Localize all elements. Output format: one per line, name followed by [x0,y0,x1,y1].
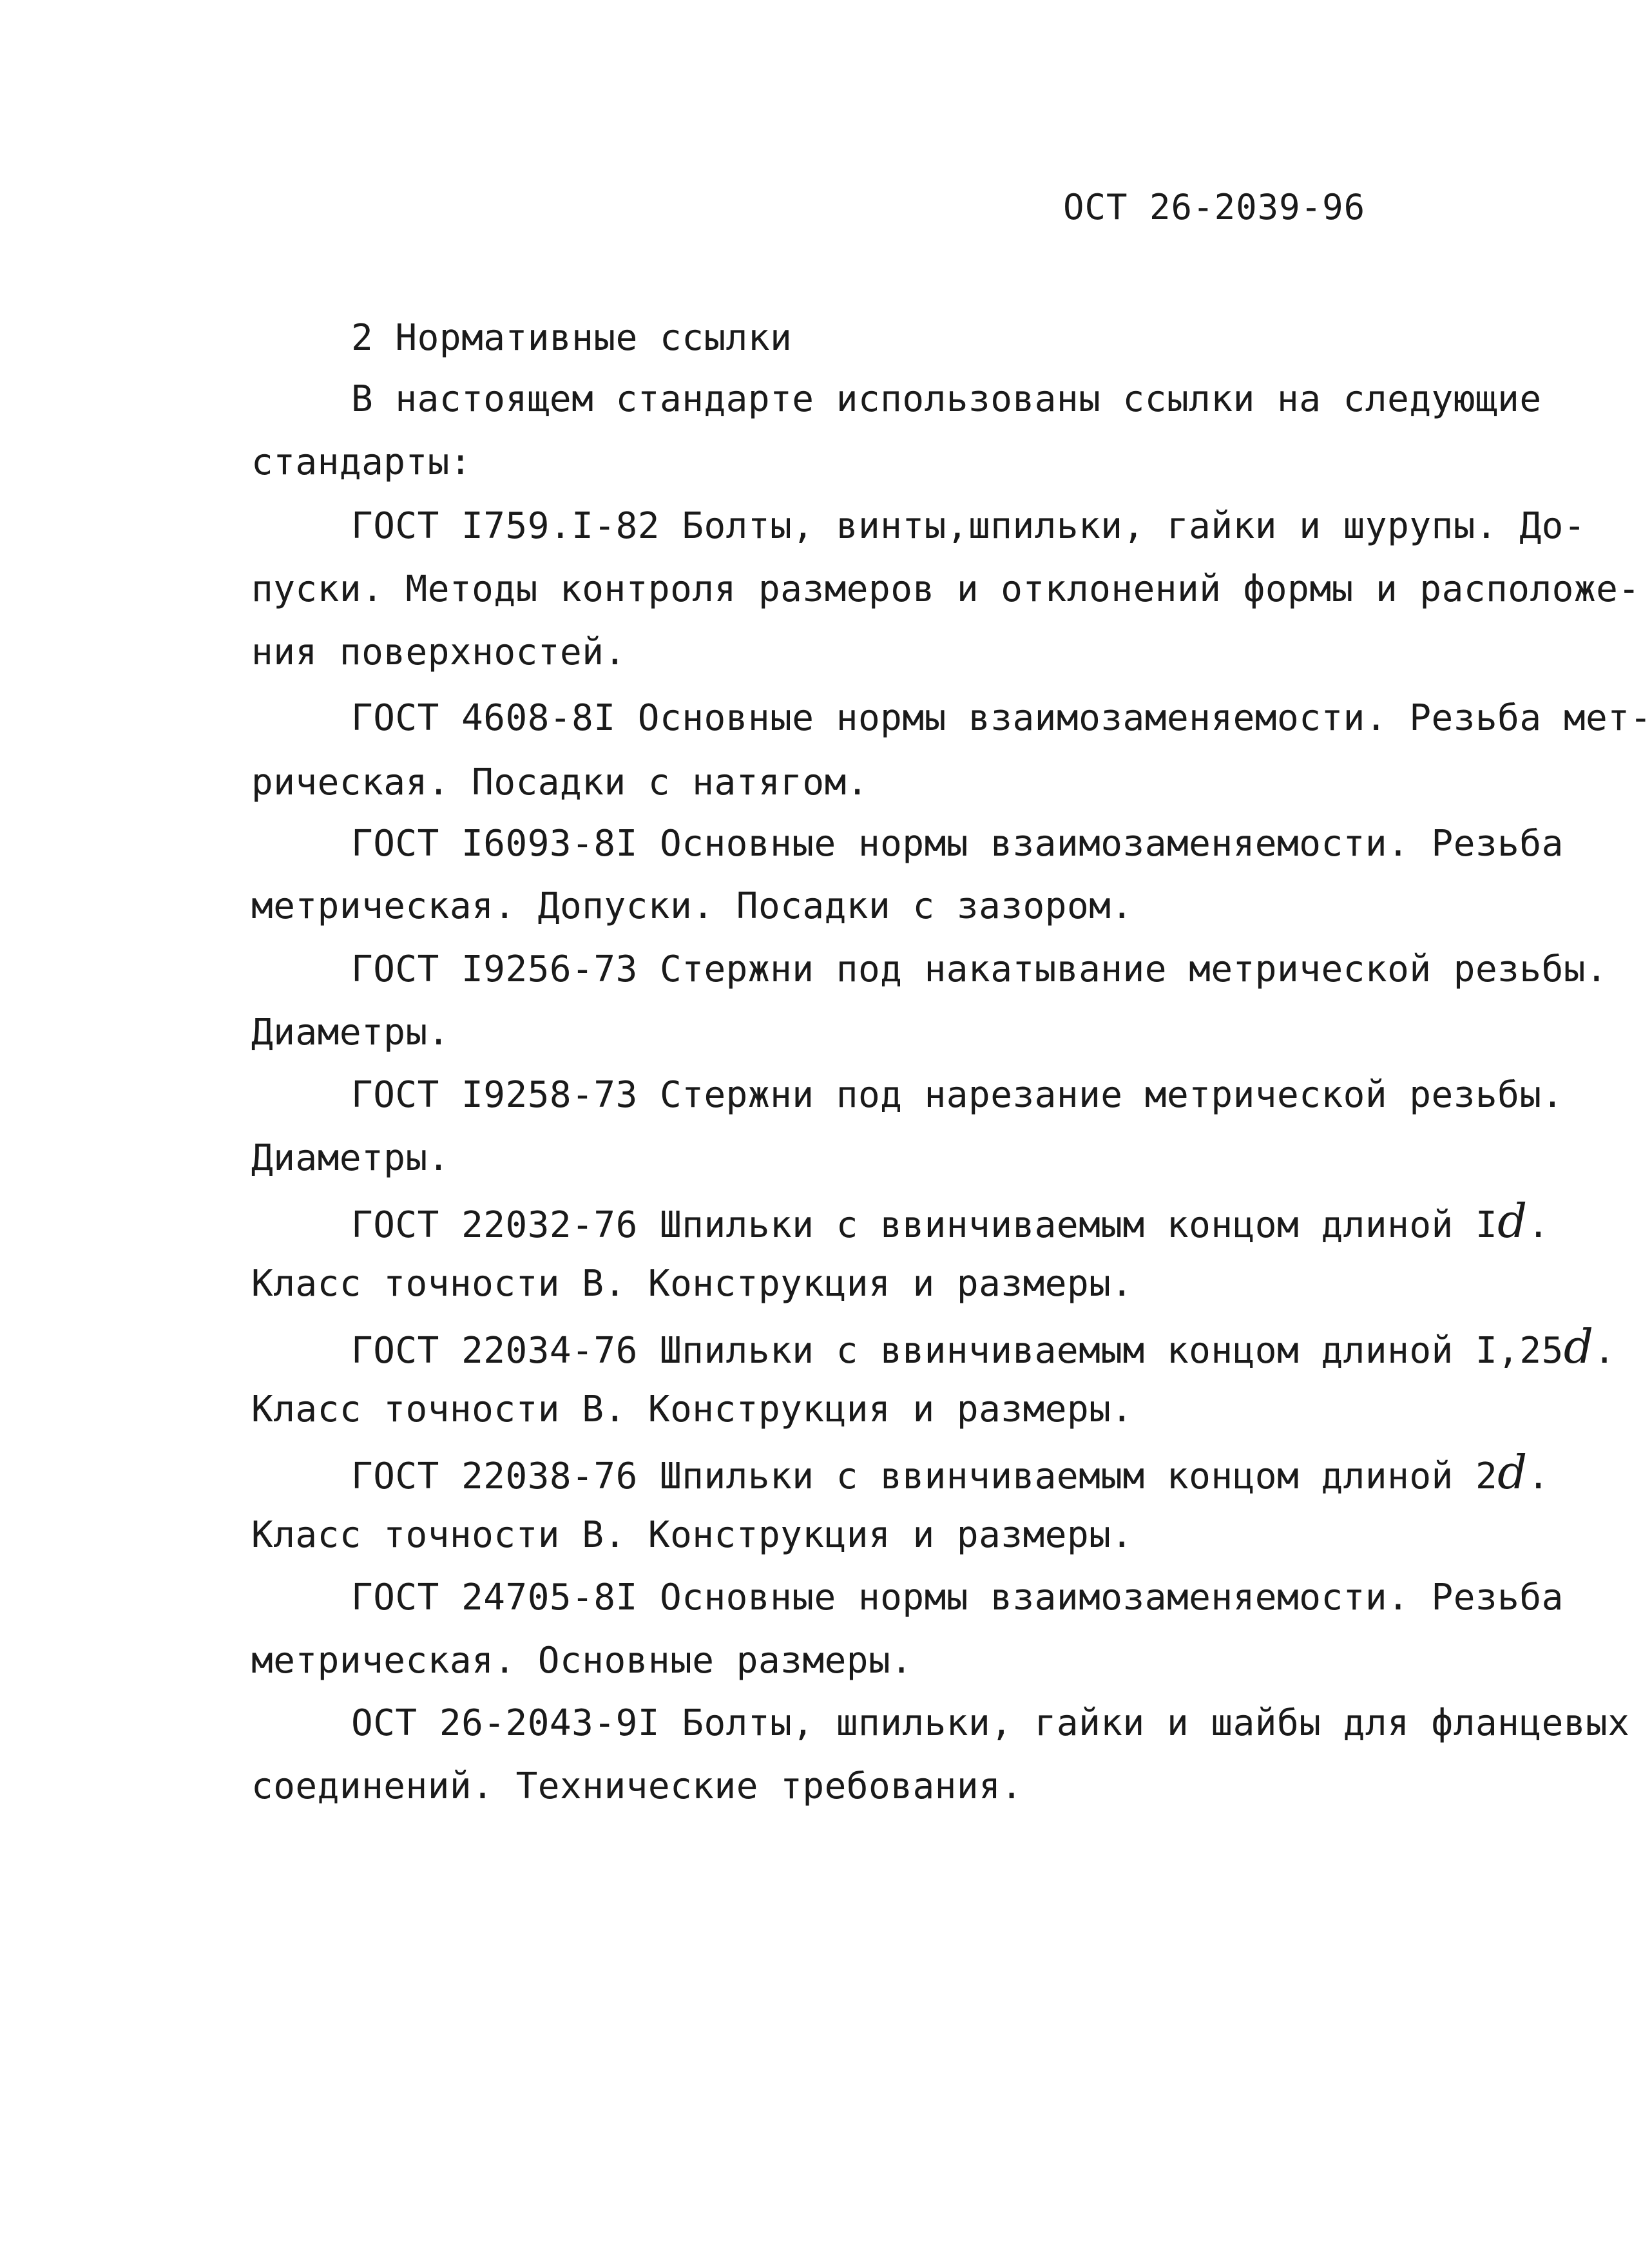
reference-line: ГОСТ 24705-8I Основные нормы взаимозаменяемости. Резьба [351,1577,1564,1618]
reference-line: ГОСТ I9256-73 Стержни под накатывание метрической резьбы. [351,948,1608,990]
reference-line [351,1194,1550,1248]
reference-line: соединений. Технические требования. [251,1765,1023,1807]
reference-line: пуски. Методы контроля размеров и отклонений формы и расположе- [251,568,1640,610]
diameter-symbol: d [1563,1320,1594,1374]
reference-line: ГОСТ I759.I-82 Болты, винты,шпильки, гайки и шурупы. До- [351,505,1586,547]
reference-line [351,1320,1616,1374]
reference-line: рическая. Посадки с натягом. [251,762,869,803]
diameter-symbol: d [1497,1194,1528,1248]
reference-text-end: . [1527,1455,1550,1497]
reference-text-end: . [1593,1330,1616,1372]
reference-text-end: . [1527,1204,1550,1246]
reference-text: ГОСТ 22032-76 Шпильки с ввинчиваемым концом длиной I [351,1204,1498,1246]
document-code: ОСТ 26-2039-96 [1063,187,1366,227]
reference-line: ГОСТ 4608-8I Основные нормы взаимозаменяемости. Резьба мет- [351,697,1652,739]
reference-line: ГОСТ I9258-73 Стержни под нарезание метрической резьбы. [351,1074,1564,1116]
reference-line: Диаметры. [251,1137,450,1179]
intro-line: стандарты: [251,441,472,483]
reference-line: метрическая. Допуски. Посадки с зазором. [251,885,1133,927]
reference-line: ГОСТ I6093-8I Основные нормы взаимозаменяемости. Резьба [351,823,1564,865]
reference-line: Класс точности В. Конструкция и размеры. [251,1388,1133,1430]
reference-line: ния поверхностей. [251,631,626,673]
intro-line: В настоящем стандарте использованы ссылки на следующие [351,378,1542,420]
reference-line: Класс точности В. Конструкция и размеры. [251,1263,1133,1305]
reference-text: ГОСТ 22038-76 Шпильки с ввинчиваемым концом длиной 2 [351,1455,1498,1497]
reference-line: ОСТ 26-2043-9I Болты, шпильки, гайки и шайбы для фланцевых [351,1702,1630,1744]
diameter-symbol: d [1497,1445,1528,1499]
reference-line [351,1445,1550,1499]
reference-line: метрическая. Основные размеры. [251,1640,913,1682]
reference-text: ГОСТ 22034-76 Шпильки с ввинчиваемым концом длиной I,25 [351,1330,1564,1372]
section-title: 2 Нормативные ссылки [351,317,792,359]
reference-line: Класс точности В. Конструкция и размеры. [251,1514,1133,1556]
reference-line: Диаметры. [251,1012,450,1053]
